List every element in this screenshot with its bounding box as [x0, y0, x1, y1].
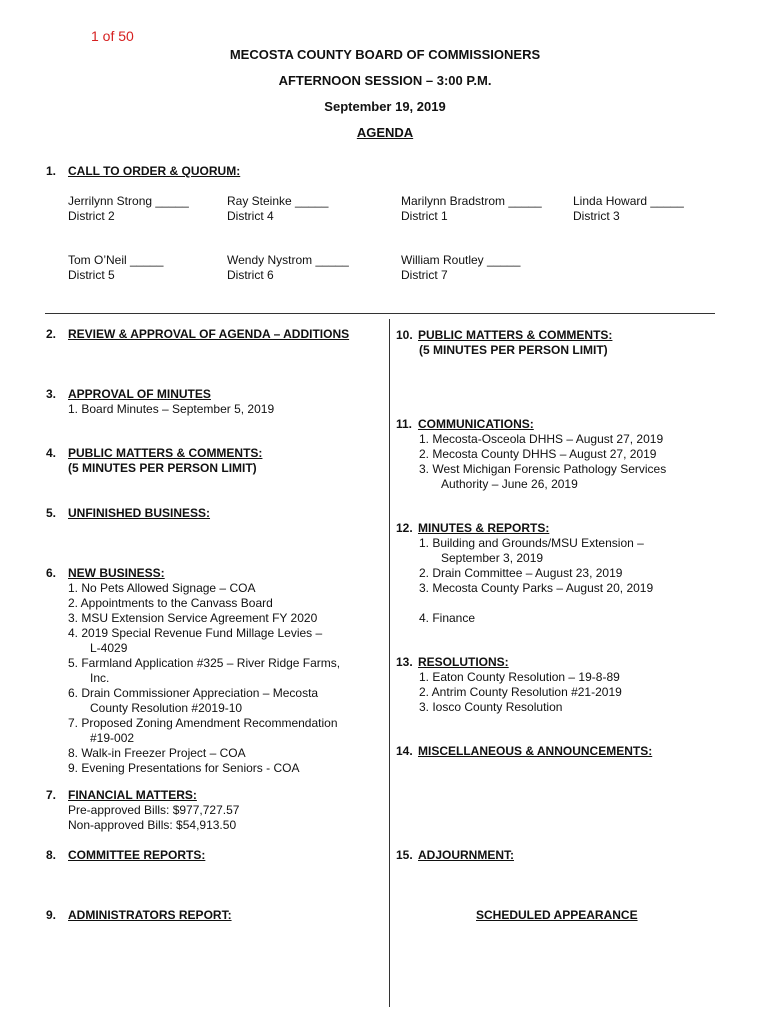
section-communications [396, 417, 534, 431]
section-number: 11. [396, 417, 413, 431]
section-agenda-approval [46, 327, 349, 341]
member-name: Wendy Nystrom _____ [227, 253, 349, 267]
member-name: Jerrilynn Strong _____ [68, 194, 189, 208]
section-committee-reports [46, 848, 205, 862]
list-item: 2. Drain Committee – August 23, 2019 [419, 566, 623, 580]
list-item: 5. Farmland Application #325 – River Ridge Farms, [68, 656, 341, 670]
member-entry [68, 194, 189, 224]
agenda-label: AGENDA [356, 125, 414, 140]
member-name: William Routley _____ [401, 253, 521, 267]
section-title: COMMITTEE REPORTS: [68, 848, 206, 862]
pre-approved-bills: Pre-approved Bills: $977,727.57 [68, 803, 240, 817]
column-divider [389, 319, 390, 1007]
section-number: 6. [46, 566, 57, 580]
section-subtitle: (5 MINUTES PER PERSON LIMIT) [68, 461, 257, 475]
member-district: District 2 [68, 209, 115, 223]
section-title: MISCELLANEOUS & ANNOUNCEMENTS: [418, 744, 653, 758]
section-number: 13. [396, 655, 413, 669]
list-item-continued: Authority – June 26, 2019 [441, 477, 578, 491]
resolutions-list [419, 670, 622, 715]
list-item: 1. Mecosta-Osceola DHHS – August 27, 2019 [419, 432, 664, 446]
member-entry [401, 194, 542, 224]
member-entry [68, 253, 163, 283]
section-number: 7. [46, 788, 57, 802]
section-number: 2. [46, 327, 57, 341]
list-item: 4. 2019 Special Revenue Fund Millage Levies – [68, 626, 323, 640]
list-item: 6. Drain Commissioner Appreciation – Mecosta [68, 686, 319, 700]
section-number: 9. [46, 908, 57, 922]
section-number: 4. [46, 446, 57, 460]
list-item-continued: #19-002 [90, 731, 135, 745]
non-approved-bills: Non-approved Bills: $54,913.50 [68, 818, 237, 832]
horizontal-divider [45, 313, 715, 314]
section-number: 14. [396, 744, 413, 758]
member-district: District 7 [401, 268, 448, 282]
list-item: 2. Antrim County Resolution #21-2019 [419, 685, 622, 699]
section-title: REVIEW & APPROVAL OF AGENDA – ADDITIONS [68, 327, 350, 341]
section-number: 15. [396, 848, 413, 862]
minutes-reports-list [419, 536, 653, 626]
member-entry [401, 253, 520, 283]
section-title: NEW BUSINESS: [68, 566, 165, 580]
financial-list [68, 803, 239, 833]
member-entry [227, 194, 328, 224]
list-item: 1. Eaton County Resolution – 19-8-89 [419, 670, 620, 684]
section-number: 12. [396, 521, 413, 535]
list-item-continued: County Resolution #2019-10 [90, 701, 243, 715]
section-title: ADJOURNMENT: [418, 848, 514, 862]
member-name: Tom O’Neil _____ [68, 253, 164, 267]
section-call-to-order [46, 164, 240, 178]
new-business-list [68, 581, 340, 776]
member-name: Ray Steinke _____ [227, 194, 329, 208]
section-financial-matters [46, 788, 197, 802]
section-minutes-reports [396, 521, 549, 535]
section-title: ADMINISTRATORS REPORT: [68, 908, 232, 922]
list-item: 3. MSU Extension Service Agreement FY 2020 [68, 611, 318, 625]
section-public-matters-right [396, 328, 612, 342]
section-miscellaneous [396, 744, 652, 758]
list-item: 8. Walk-in Freezer Project – COA [68, 746, 246, 760]
member-district: District 5 [68, 268, 115, 282]
list-item: 3. Iosco County Resolution [419, 700, 563, 714]
section-title: APPROVAL OF MINUTES [68, 387, 211, 401]
member-district: District 4 [227, 209, 274, 223]
member-entry [227, 253, 349, 283]
member-district: District 3 [573, 209, 620, 223]
section-approval-of-minutes [46, 387, 211, 401]
member-district: District 1 [401, 209, 448, 223]
list-item: 3. Mecosta County Parks – August 20, 2019 [419, 581, 654, 595]
section-title: RESOLUTIONS: [418, 655, 509, 669]
section-number: 1. [46, 164, 57, 178]
list-item-continued: September 3, 2019 [441, 551, 544, 565]
list-item: 4. Finance [419, 611, 476, 625]
section-title: UNFINISHED BUSINESS: [68, 506, 211, 520]
list-item: 1. No Pets Allowed Signage – COA [68, 581, 256, 595]
section-number: 3. [46, 387, 57, 401]
member-name: Linda Howard _____ [573, 194, 684, 208]
section-number: 10. [396, 328, 413, 342]
list-item: 1. Board Minutes – September 5, 2019 [68, 402, 275, 416]
board-title: MECOSTA COUNTY BOARD OF COMMISSIONERS [229, 47, 541, 62]
session-title: AFTERNOON SESSION – 3:00 P.M. [278, 73, 492, 88]
communications-list [419, 432, 666, 492]
list-item: 2. Appointments to the Canvass Board [68, 596, 273, 610]
list-item-continued: L-4029 [90, 641, 128, 655]
section-title: PUBLIC MATTERS & COMMENTS: [418, 328, 613, 342]
section-title: COMMUNICATIONS: [418, 417, 534, 431]
section-unfinished-business [46, 506, 210, 520]
section-administrators-report [46, 908, 232, 922]
page-number: 1 of 50 [91, 28, 134, 44]
section-title: MINUTES & REPORTS: [418, 521, 550, 535]
member-name: Marilynn Bradstrom _____ [401, 194, 542, 208]
section-title: PUBLIC MATTERS & COMMENTS: [68, 446, 263, 460]
section-number: 8. [46, 848, 57, 862]
list-item: 2. Mecosta County DHHS – August 27, 2019 [419, 447, 657, 461]
section-public-matters-left [46, 446, 262, 460]
section-adjournment [396, 848, 514, 862]
member-entry [573, 194, 684, 224]
section-resolutions [396, 655, 509, 669]
scheduled-appearance: SCHEDULED APPEARANCE [476, 908, 638, 922]
agenda-heading [0, 125, 770, 140]
section-new-business [46, 566, 165, 580]
section-number: 5. [46, 506, 57, 520]
list-item-continued: Inc. [90, 671, 110, 685]
list-item: 7. Proposed Zoning Amendment Recommendation [68, 716, 338, 730]
list-item: 9. Evening Presentations for Seniors - COA [68, 761, 300, 775]
member-district: District 6 [227, 268, 274, 282]
list-item: 3. West Michigan Forensic Pathology Services [419, 462, 667, 476]
meeting-date: September 19, 2019 [324, 99, 446, 114]
list-item: 1. Building and Grounds/MSU Extension – [419, 536, 644, 550]
section-subtitle: (5 MINUTES PER PERSON LIMIT) [419, 343, 608, 357]
section-title: CALL TO ORDER & QUORUM: [68, 164, 241, 178]
section-title: FINANCIAL MATTERS: [68, 788, 197, 802]
